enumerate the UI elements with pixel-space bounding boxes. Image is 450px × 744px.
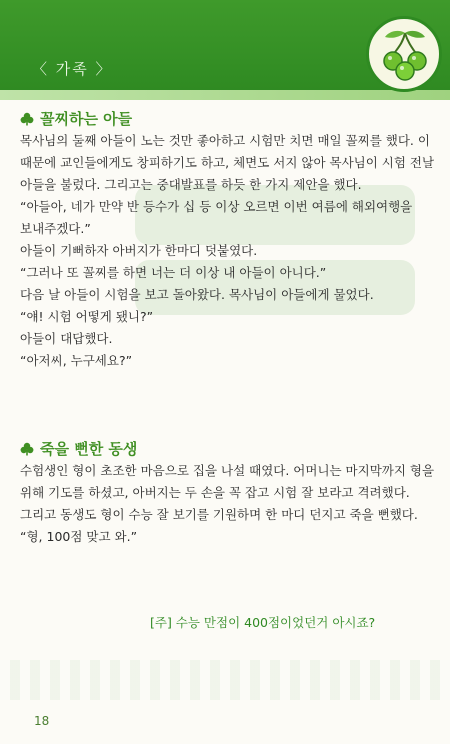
- page-number: 18: [34, 714, 50, 728]
- paragraph: 아들이 기뻐하자 아버지가 한마디 덧붙였다.: [20, 243, 258, 258]
- paragraph: “얘! 시험 어떻게 됐니?”: [20, 309, 154, 324]
- section-title-1: [20, 108, 132, 129]
- section-title-text: 죽을 뻔한 동생: [40, 440, 138, 458]
- paragraph: “아들아, 네가 만약 반 등수가 십 등 이상 오르면 이번 여름에 해외여행을 보내주겠다.”: [20, 199, 413, 236]
- club-icon: [20, 442, 34, 456]
- paragraph: “아저씨, 누구세요?”: [20, 353, 133, 368]
- footnote: [주] 수능 만점이 400점이었던거 아시죠?: [150, 615, 376, 630]
- footer-pattern: [0, 660, 450, 700]
- cherry-icon: [375, 25, 435, 85]
- paragraph: 목사님의 둘째 아들이 노는 것만 좋아하고 시험만 치면 매일 꼴찌를 했다. 이 때문에 교인들에게도 창피하기도 하고, 체면도 서지 않아 목사님이 시험 전날 아들을 불렀다. 그리고는 중대발표를 하듯 한 가지 제안을 했다.: [20, 133, 435, 192]
- section-title-2: [20, 438, 137, 459]
- paragraph: 수험생인 형이 초조한 마음으로 집을 나설 때였다. 어머니는 마지막까지 형을 위해 기도를 하셨고, 아버지는 두 손을 꼭 잡고 시험 잘 보라고 격려했다.: [20, 463, 435, 500]
- paragraph: “형, 100점 맞고 와.”: [20, 529, 138, 544]
- section-title-text: 꼴찌하는 아들: [40, 110, 133, 128]
- club-icon: [20, 112, 34, 126]
- paragraph: 아들이 대답했다.: [20, 331, 113, 346]
- paragraph: 다음 날 아들이 시험을 보고 돌아왔다. 목사님이 아들에게 물었다.: [20, 287, 374, 302]
- section-body-1: [20, 130, 436, 372]
- section-body-2: [20, 460, 436, 548]
- paragraph: 그리고 동생도 형이 수능 잘 보기를 기원하며 한 마디 던지고 죽을 뻔했다.: [20, 507, 418, 522]
- chapter-label: 〈 가족 〉: [32, 60, 113, 78]
- paragraph: “그러나 또 꼴찌를 하면 너는 더 이상 내 아들이 아니다.”: [20, 265, 327, 280]
- cherry-badge: [366, 16, 442, 92]
- header-stripe: [0, 90, 450, 100]
